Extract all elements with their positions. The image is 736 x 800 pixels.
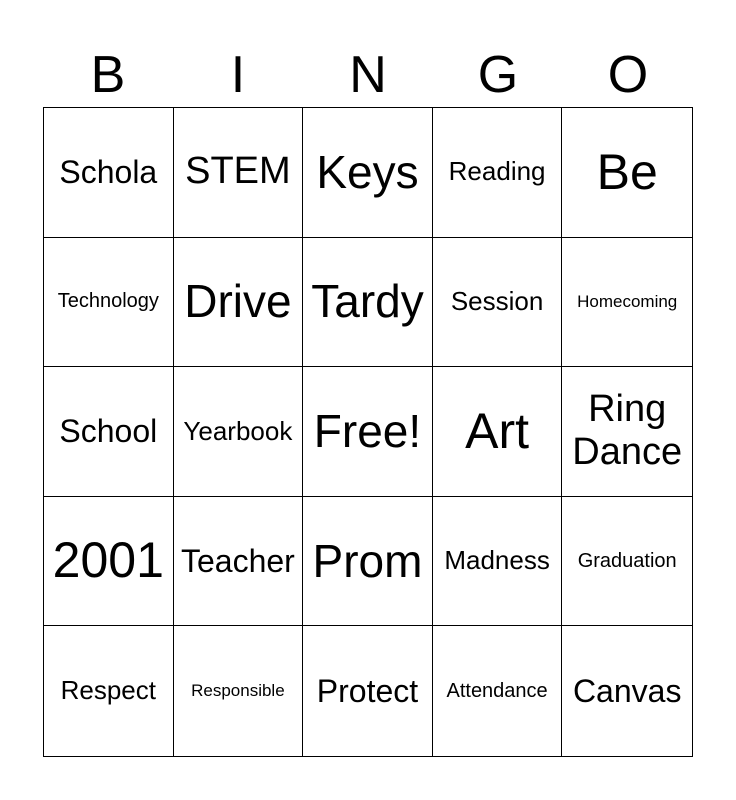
bingo-cell[interactable]: 2001	[44, 497, 174, 627]
header-letter-g: G	[477, 46, 519, 104]
bingo-cell[interactable]: Teacher	[174, 497, 304, 627]
bingo-cell[interactable]: Canvas	[572, 672, 682, 709]
bingo-cell[interactable]: Technology	[44, 238, 174, 368]
bingo-cell[interactable]: Madness	[433, 497, 563, 627]
header-letter-n: N	[349, 46, 387, 104]
bingo-cell[interactable]: Session	[433, 238, 563, 368]
bingo-cell[interactable]: Prom	[303, 497, 433, 627]
bingo-cell[interactable]: STEM	[174, 108, 304, 238]
bingo-cell[interactable]: Art	[433, 367, 563, 497]
bingo-cell[interactable]: Keys	[303, 108, 433, 238]
bingo-cell[interactable]: Be	[562, 108, 692, 238]
free-space-cell[interactable]: Free!	[303, 367, 433, 497]
bingo-cell[interactable]: School	[44, 367, 174, 497]
header-letter-b: B	[90, 46, 126, 104]
header-letter-i: I	[230, 46, 246, 104]
bingo-cell[interactable]: Schola	[44, 108, 174, 238]
bingo-cell[interactable]: Tardy	[303, 238, 433, 368]
bingo-cell[interactable]: Ring Dance	[562, 367, 692, 497]
bingo-cell[interactable]: Respect	[44, 626, 174, 756]
bingo-cell[interactable]: Graduation	[562, 497, 692, 627]
bingo-cell[interactable]: Homecoming	[562, 238, 692, 368]
header-letter-o: O	[607, 46, 649, 104]
bingo-cell[interactable]: Attendance	[433, 626, 563, 756]
bingo-cell[interactable]: Reading	[433, 108, 563, 238]
bingo-cell[interactable]: Responsible	[174, 626, 304, 756]
bingo-board	[43, 107, 693, 757]
bingo-header	[43, 42, 693, 108]
bingo-cell[interactable]: Protect	[303, 626, 433, 756]
bingo-cell[interactable]: Yearbook	[174, 367, 304, 497]
bingo-cell[interactable]: Drive	[174, 238, 304, 368]
